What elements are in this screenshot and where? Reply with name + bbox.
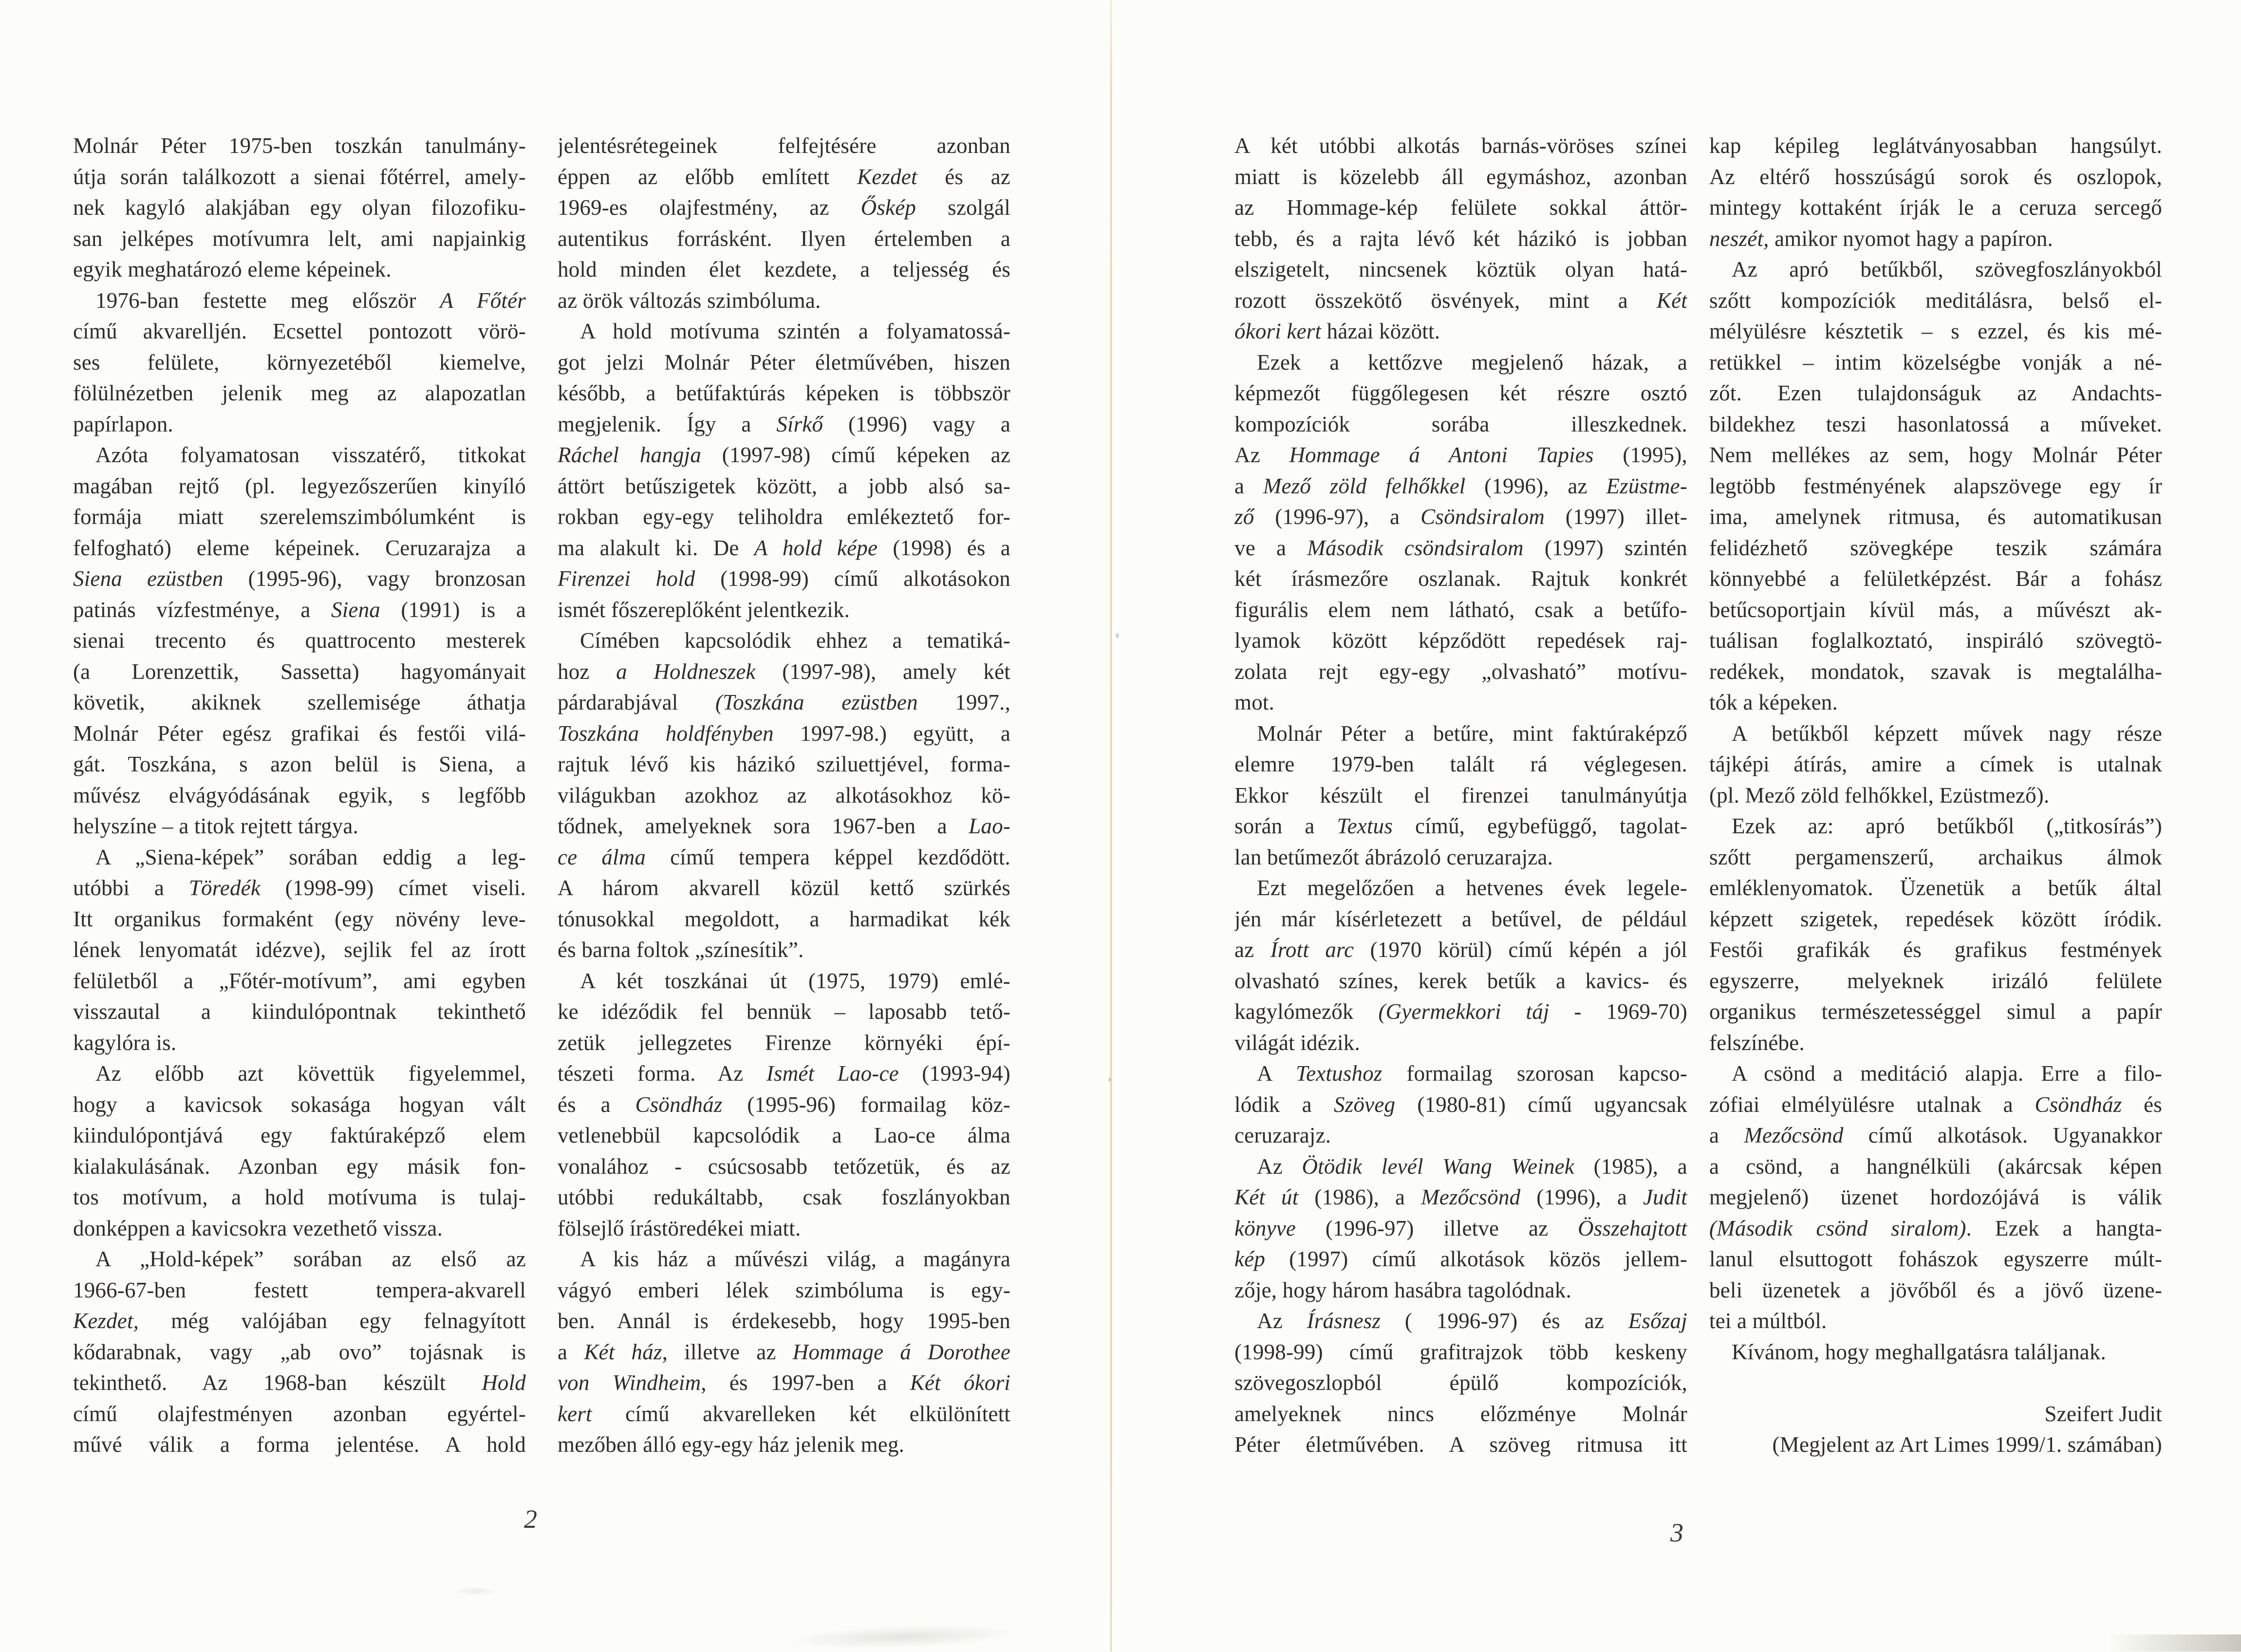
artwork-title: A hold képe	[754, 535, 878, 560]
text-line: jelentésrétegeinek felfejtésére azonban	[558, 133, 1010, 158]
artwork-title: Ötödik levél Wang Weinek	[1302, 1154, 1574, 1179]
text-line: és a Csöndház (1995-96) formailag köz-	[558, 1092, 1010, 1117]
text-line: nek kagyló alakjában egy olyan filozofiku-	[73, 195, 526, 220]
text-line: A betűkből képzett művek nagy része	[1732, 721, 2162, 746]
text-line: patinás vízfestménye, a Siena (1991) is a	[73, 597, 526, 622]
artwork-title: Őskép	[860, 195, 916, 220]
text-line: ses felülete, környezetéből kiemelve,	[73, 350, 526, 375]
text-line: zőt. Ezen tulajdonságuk az Andachts-	[1709, 381, 2162, 405]
artwork-title: ókori kert	[1234, 319, 1322, 343]
text-line: bildekhez teszi hasonlatossá a műveket.	[1709, 412, 2162, 436]
text-line: kagylómezők (Gyermekkori táj - 1969-70)	[1234, 999, 1687, 1024]
text-line: redékek, mondatok, szavak is megtalálha-	[1709, 659, 2162, 684]
text-line: tájképi átírás, amire a címek is utalnak	[1709, 752, 2162, 776]
artwork-title: Siena ezüstben	[73, 566, 224, 591]
text-line: a Két ház, illetve az Hommage á Dorothee	[558, 1339, 1010, 1364]
text-line: a Mezőcsönd című alkotások. Ugyanakkor	[1709, 1123, 2162, 1147]
text-line: amelyeknek nincs előzménye Molnár	[1234, 1401, 1687, 1426]
text-line: Szeifert Judit	[2044, 1401, 2162, 1426]
artwork-title: Ezüstme-	[1606, 473, 1687, 498]
artwork-title: Második csöndsiralom	[1307, 535, 1524, 560]
text-line: utóbbi a Töredék (1998-99) címet viseli.	[73, 876, 526, 900]
artwork-title: kép	[1234, 1247, 1266, 1271]
text-line: zolata rejt egy-egy „olvasható” motívu-	[1234, 659, 1687, 684]
text-line: Festői grafikák és grafikus festmények	[1709, 938, 2162, 962]
artwork-title: Lao-	[969, 814, 1010, 838]
text-line: ke idéződik fel bennük – laposabb tető-	[558, 999, 1010, 1024]
text-line: lanul elsuttogott fohászok egyszerre múlt-	[1709, 1247, 2162, 1271]
text-line: Ezek a kettőzve megjelenő házak, a	[1257, 350, 1687, 375]
text-line: lyamok között képződött repedések raj-	[1234, 628, 1687, 653]
text-line: az örök változás szimbóluma.	[558, 288, 821, 313]
text-line: egyszerre, melyeknek irizáló felülete	[1709, 968, 2162, 993]
artwork-title: Csöndház	[2035, 1092, 2122, 1117]
text-column-4	[1709, 131, 2162, 1461]
artwork-title: Ráchel hangja	[558, 443, 702, 467]
text-line: vonalához - csúcsosabb tetőzetük, és az	[558, 1154, 1010, 1179]
text-line: tészeti forma. Az Ismét Lao-ce (1993-94)	[558, 1061, 1010, 1086]
artwork-title: Ismét Lao-ce	[766, 1061, 899, 1086]
text-line: A csönd a meditáció alapja. Erre a filo-	[1732, 1061, 2162, 1086]
text-line: világát idézik.	[1234, 1030, 1360, 1055]
text-line: könnyebbé a felületképzést. Bár a fohász	[1709, 566, 2162, 591]
text-line: autentikus forrásként. Ilyen értelemben a	[558, 226, 1010, 251]
text-line: (pl. Mező zöld felhőkkel, Ezüstmező).	[1709, 783, 2050, 807]
artwork-title: (Gyermekkori táj	[1378, 999, 1550, 1024]
text-line: von Windheim, és 1997-ben a Két ókori	[558, 1370, 1010, 1395]
text-line: lének lenyomatát idézve), sejlik fel az írott	[73, 938, 526, 962]
text-line: ve a Második csöndsiralom (1997) szintén	[1234, 535, 1687, 560]
text-line: legtöbb festményének alapszövege egy ír	[1709, 473, 2162, 498]
artwork-title: Két ház	[584, 1339, 662, 1364]
scan-speck	[1108, 1077, 1111, 1082]
artwork-title: Hommage á Antoni Tapies	[1289, 443, 1594, 467]
text-line: A hold motívuma szintén a folyamatossá-	[580, 319, 1010, 343]
text-line: ben. Annál is érdekesebb, hogy 1995-ben	[558, 1309, 1010, 1333]
text-line: 1966-67-ben festett tempera-akvarell	[73, 1277, 526, 1302]
artwork-title: könyve	[1234, 1216, 1296, 1240]
text-line: zetük jellegzetes Firenze környéki épí-	[558, 1030, 1010, 1055]
artwork-title: Összehajtott	[1578, 1216, 1687, 1240]
text-line: a csönd, a hangnélküli (akárcsak képen	[1709, 1154, 2162, 1179]
artwork-title: Írásnesz	[1307, 1309, 1381, 1333]
text-line: A kis ház a művészi világ, a magányra	[580, 1247, 1010, 1271]
text-line: Nem mellékes az sem, hogy Molnár Péter	[1709, 443, 2162, 467]
text-line: Ráchel hangja (1997-98) című képeken az	[558, 443, 1010, 467]
text-line: 1976-ban festette meg először A Főtér	[95, 288, 526, 313]
text-line: (a Lorenzettik, Sassetta) hagyományait	[73, 659, 526, 684]
text-line: egyik meghatározó eleme képeinek.	[73, 257, 392, 282]
text-line: világukban azokhoz az alkotásokhoz kö-	[558, 783, 1010, 807]
text-line: elemre 1979-ben talált rá véglegesen.	[1234, 752, 1687, 776]
text-line: szőtt kompozíciók meditálásra, belső el-	[1709, 288, 2162, 313]
text-line: A „Hold-képek” sorában az első az	[95, 1247, 526, 1271]
artwork-title: Textus	[1337, 814, 1393, 838]
text-line: Az Ötödik levél Wang Weinek (1985), a	[1257, 1154, 1687, 1179]
text-line: tődnek, amelyeknek sora 1967-ben a Lao-	[558, 814, 1010, 838]
text-line: papírlapon.	[73, 412, 173, 436]
text-line: megjelenő) üzenet hordozójává is válik	[1709, 1185, 2162, 1209]
text-line: felszínébe.	[1709, 1030, 1805, 1055]
text-line: felidézhető szövegképe teszik számára	[1709, 535, 2162, 560]
text-line: Azóta folyamatosan visszatérő, titkokat	[95, 443, 526, 467]
text-line: Molnár Péter a betűre, mint faktúraképző	[1257, 721, 1687, 746]
text-line: tei a múltból.	[1709, 1309, 1827, 1333]
text-line: kert című akvarelleken két elkülönített	[558, 1401, 1010, 1426]
text-line: tos motívum, a hold motívuma is tulaj-	[73, 1185, 526, 1209]
text-line: lan betűmezőt ábrázoló ceruzarajza.	[1234, 845, 1553, 869]
artwork-title: neszét,	[1709, 226, 1769, 251]
text-line: (Megjelent az Art Limes 1999/1. számában)	[1772, 1432, 2162, 1457]
text-line: fölsejlő írástöredékei miatt.	[558, 1216, 801, 1240]
text-line: donképpen a kavicsokra vezethető vissza.	[73, 1216, 443, 1240]
artwork-title: Mezőcsönd	[1421, 1185, 1521, 1209]
text-line: felfogható) eleme képeinek. Ceruzarajza a	[73, 535, 526, 560]
text-line: kődarabnak, vagy „ab ovo” tojásnak is	[73, 1339, 526, 1364]
text-line: az Hommage-kép felülete sokkal áttör-	[1234, 195, 1687, 220]
text-line: kagylóra is.	[73, 1030, 177, 1055]
text-line: Kezdet, még valójában egy felnagyított	[73, 1309, 526, 1333]
text-line: 1969-es olajfestmény, az Őskép szolgál	[558, 195, 1010, 220]
text-line: tónusokkal megoldott, a harmadikat kék	[558, 906, 1010, 931]
text-line: Siena ezüstben (1995-96), vagy bronzosan	[73, 566, 526, 591]
text-line: művész elvágyódásának egyik, s legfőbb	[73, 783, 526, 807]
text-line: Toszkána holdfényben 1997-98.) együtt, a	[558, 721, 1010, 746]
text-line: követik, akiknek szellemisége áthatja	[73, 690, 526, 714]
text-line: helyszíne – a titok rejtett tárgya.	[73, 814, 358, 838]
text-line: rozott összekötő ösvények, mint a Két	[1234, 288, 1687, 313]
artwork-title: Hommage á Dorothee	[792, 1339, 1010, 1364]
text-line: szövegoszlopból épülő kompozíciók,	[1234, 1370, 1687, 1395]
text-line: Péter életművében. A szöveg ritmusa itt	[1234, 1432, 1687, 1457]
text-line: Kívánom, hogy meghallgatásra találjanak.	[1732, 1339, 2107, 1364]
text-line: könyve (1996-97) illetve az Összehajtott	[1234, 1216, 1687, 1240]
text-line: (1998-99) című grafitrajzok több keskeny	[1234, 1339, 1687, 1364]
page-number-right: 3	[1670, 1518, 1683, 1547]
text-line: Az előbb azt követtük figyelemmel,	[95, 1061, 526, 1086]
text-line: utóbbi redukáltabb, csak foszlányokban	[558, 1185, 1010, 1209]
text-line: áttört betűszigetek között, a jobb alsó sa-	[558, 473, 1010, 498]
text-line: lódik a Szöveg (1980-81) című ugyancsak	[1234, 1092, 1687, 1117]
text-line: hold minden élet kezdete, a teljesség és	[558, 257, 1010, 282]
text-line: gát. Toszkána, s azon belül is Siena, a	[73, 752, 526, 776]
artwork-title: Csöndház	[635, 1092, 723, 1117]
text-line: szőtt pergamenszerű, archaikus álmok	[1709, 845, 2162, 869]
text-line: A három akvarell közül kettő szürkés	[558, 876, 1010, 900]
artwork-title: Sírkő	[776, 412, 823, 436]
text-line: Ezt megelőzően a hetvenes évek legele-	[1257, 876, 1687, 900]
text-line: Címében kapcsolódik ehhez a tematiká-	[580, 628, 1010, 653]
text-line: kiindulópontjává egy faktúraképző elem	[73, 1123, 526, 1147]
text-line: két írásmezőre oszlanak. Rajtuk konkrét	[1234, 566, 1687, 591]
text-line: tók a képeken.	[1709, 690, 1838, 714]
artwork-title: Toszkána holdfényben	[558, 721, 774, 746]
text-line: vetlenebbül kapcsolódik a Lao-ce álma	[558, 1123, 1010, 1147]
text-column-1	[73, 131, 526, 1461]
text-line: tebb, és a rajta lévő két házikó is jobban	[1234, 226, 1687, 251]
artwork-title: Mező zöld felhőkkel	[1263, 473, 1466, 498]
text-line: című akvarelljén. Ecsettel pontozott vörö-	[73, 319, 526, 343]
text-line: figurális elem nem látható, csak a betűfo-	[1234, 597, 1687, 622]
text-line: és barna foltok „színesítik”.	[558, 938, 804, 962]
artwork-title: ző	[1234, 505, 1254, 529]
text-line: vágyó emberi lélek szimbóluma is egy-	[558, 1277, 1010, 1302]
text-line: neszét, amikor nyomot hagy a papíron.	[1709, 226, 2054, 251]
text-line: zője, hogy három hasábra tagolódnak.	[1234, 1277, 1571, 1302]
text-line: ceruzarajz.	[1234, 1123, 1331, 1147]
text-line: jén már kísérletezett a betűvel, de például	[1234, 906, 1687, 931]
artwork-title: von Windheim	[558, 1370, 701, 1395]
artwork-title: kert	[558, 1401, 592, 1426]
text-line: később, a betűfaktúrás képeken is többször	[558, 381, 1010, 405]
page-fold-line	[1110, 0, 1112, 1652]
text-line: Ezek az: apró betűkből („titkosírás”)	[1732, 814, 2162, 838]
artwork-title: (Toszkána ezüstben	[715, 690, 918, 714]
text-line: Két út (1986), a Mezőcsönd (1996), a Judit	[1234, 1185, 1687, 1209]
text-line: során a Textus című, egybefüggő, tagolat-	[1234, 814, 1687, 838]
text-line: tekinthető. Az 1968-ban készült Hold	[73, 1370, 526, 1395]
text-line: A két utóbbi alkotás barnás-vöröses színei	[1234, 133, 1687, 158]
text-line: útja során találkozott a sienai főtérrel, amely-	[73, 164, 526, 189]
text-line: kompozíciók sorába illeszkednek.	[1234, 412, 1687, 436]
text-line: magában rejtő (pl. legyezőszerűen kinyíló	[73, 473, 526, 498]
artwork-title: Siena	[331, 597, 381, 622]
text-line: miatt is közelebb áll egymáshoz, azonban	[1234, 164, 1687, 189]
text-line: a Mező zöld felhőkkel (1996), az Ezüstme-	[1234, 473, 1687, 498]
text-line: Az Írásnesz ( 1996-97) és az Esőzaj	[1257, 1309, 1687, 1333]
text-line: művé válik a forma jelentése. A hold	[73, 1432, 526, 1457]
text-line: képzett szigetek, repedések között íródik.	[1709, 906, 2162, 931]
text-column-3	[1234, 131, 1687, 1461]
text-line: Itt organikus formaként (egy növény leve-	[73, 906, 526, 931]
text-line: Ekkor készült el firenzei tanulmányútja	[1234, 783, 1687, 807]
artwork-title: Csöndsiralom	[1420, 505, 1545, 529]
artwork-title: Kezdet	[857, 164, 917, 189]
text-line: ma alakult ki. De A hold képe (1998) és a	[558, 535, 1010, 560]
text-line: képmezőt függőlegesen két részre osztó	[1234, 381, 1687, 405]
artwork-title: Írott arc	[1270, 938, 1354, 962]
artwork-title: Judit	[1643, 1185, 1687, 1209]
text-line: Molnár Péter egész grafikai és festői vilá-	[73, 721, 526, 746]
artwork-title: Két út	[1234, 1185, 1299, 1209]
text-line: párdarabjával (Toszkána ezüstben 1997.,	[558, 690, 1010, 714]
text-line: ce álma című tempera képpel kezdődött.	[558, 845, 1010, 869]
artwork-title: Firenzei hold	[558, 566, 695, 591]
text-line: kap képileg leglátványosabban hangsúlyt.	[1709, 133, 2162, 158]
text-line: Az Hommage á Antoni Tapies (1995),	[1234, 443, 1687, 467]
text-line: (Második csönd siralom). Ezek a hangta-	[1709, 1216, 2162, 1240]
artwork-title: Esőzaj	[1628, 1309, 1687, 1333]
artwork-title: (Második csönd siralom)	[1709, 1216, 1966, 1240]
text-line: rokban egy-egy teliholdra emlékeztető for-	[558, 505, 1010, 529]
text-line: A Textushoz formailag szorosan kapcso-	[1257, 1061, 1687, 1086]
scan-speck	[1116, 633, 1119, 638]
text-line: hogy a kavicsok sokasága hogyan vált	[73, 1092, 526, 1117]
text-column-2	[558, 131, 1010, 1461]
text-line: A két toszkánai út (1975, 1979) emlé-	[580, 968, 1010, 993]
text-line: got jelzi Molnár Péter életművében, hiszen	[558, 350, 1010, 375]
text-line: mot.	[1234, 690, 1275, 714]
text-line: sienai trecento és quattrocento mesterek	[73, 628, 526, 653]
text-line: kialakulásának. Azonban egy másik fon-	[73, 1154, 526, 1179]
page-number-left: 2	[524, 1504, 537, 1534]
text-line: mezőben álló egy-egy ház jelenik meg.	[558, 1432, 905, 1457]
text-line: formája miatt szerelemszimbólumként is	[73, 505, 526, 529]
artwork-title: Töredék	[188, 876, 261, 900]
text-line: A „Siena-képek” sorában eddig a leg-	[95, 845, 526, 869]
artwork-title: a Holdneszek	[616, 659, 756, 684]
text-line: Az eltérő hosszúságú sorok és oszlopok,	[1709, 164, 2162, 189]
artwork-title: Két ókori	[910, 1370, 1010, 1395]
text-line: kép (1997) című alkotások közös jellem-	[1234, 1247, 1687, 1271]
text-line: hoz a Holdneszek (1997-98), amely két	[558, 659, 1010, 684]
text-line: megjelenik. Így a Sírkő (1996) vagy a	[558, 412, 1010, 436]
artwork-title: A Főtér	[440, 288, 526, 313]
text-line: felületből a „Főtér-motívum”, ami egyben	[73, 968, 526, 993]
text-line: rajtuk lévő kis házikó sziluettjével, forma-	[558, 752, 1010, 776]
blank-line	[1709, 1368, 2162, 1399]
text-line: zófiai elmélyülésre utalnak a Csöndház és	[1709, 1092, 2162, 1117]
artwork-title: Textushoz	[1295, 1061, 1382, 1086]
text-line: fölülnézetben jelenik meg az alapozatlan	[73, 381, 526, 405]
text-line: emléklenyomatok. Üzenetük a betűk által	[1709, 876, 2162, 900]
text-line: visszautal a kiindulópontnak tekinthető	[73, 999, 526, 1024]
text-line: ókori kert házai között.	[1234, 319, 1440, 343]
text-line: organikus természetességgel simul a papír	[1709, 999, 2162, 1024]
text-line: elszigetelt, nincsenek köztük olyan hatá-	[1234, 257, 1687, 282]
text-line: Molnár Péter 1975-ben toszkán tanulmány-	[73, 133, 526, 158]
text-line: ima, amelynek ritmusa, és automatikusan	[1709, 505, 2162, 529]
text-line: Az apró betűkből, szövegfoszlányokból	[1732, 257, 2162, 282]
text-line: mintegy kottaként írják le a ceruza sercegő	[1709, 195, 2162, 220]
text-line: éppen az előbb említett Kezdet és az	[558, 164, 1010, 189]
text-line: című olajfestményen azonban egyértel-	[73, 1401, 526, 1426]
text-line: san jelképes motívumra lelt, ami napjainkig	[73, 226, 526, 251]
text-line: ző (1996-97), a Csöndsiralom (1997) illet-	[1234, 505, 1687, 529]
artwork-title: Hold	[482, 1370, 526, 1395]
text-line: tuálisan foglalkoztató, inspiráló szövegtö-	[1709, 628, 2162, 653]
text-line: Firenzei hold (1998-99) című alkotásokon	[558, 566, 1010, 591]
artwork-title: Mezőcsönd	[1744, 1123, 1844, 1147]
artwork-title: ce álma	[558, 845, 646, 869]
text-line: betűcsoportjain kívül más, a művészt ak-	[1709, 597, 2162, 622]
text-line: retükkel – intim közelségbe vonják a né-	[1709, 350, 2162, 375]
text-line: mélyülésre késztetik – s ezzel, és kis mé-	[1709, 319, 2162, 343]
artwork-title: Két	[1656, 288, 1687, 313]
text-line: ismét főszereplőként jelentkezik.	[558, 597, 850, 622]
artwork-title: Szöveg	[1334, 1092, 1396, 1117]
text-line: az Írott arc (1970 körül) című képén a jól	[1234, 938, 1687, 962]
text-line: beli üzenetek a jövőből és a jövő üzene-	[1709, 1277, 2162, 1302]
artwork-title: Kezdet,	[73, 1309, 139, 1333]
text-line: olvasható színes, kerek betűk a kavics- és	[1234, 968, 1687, 993]
